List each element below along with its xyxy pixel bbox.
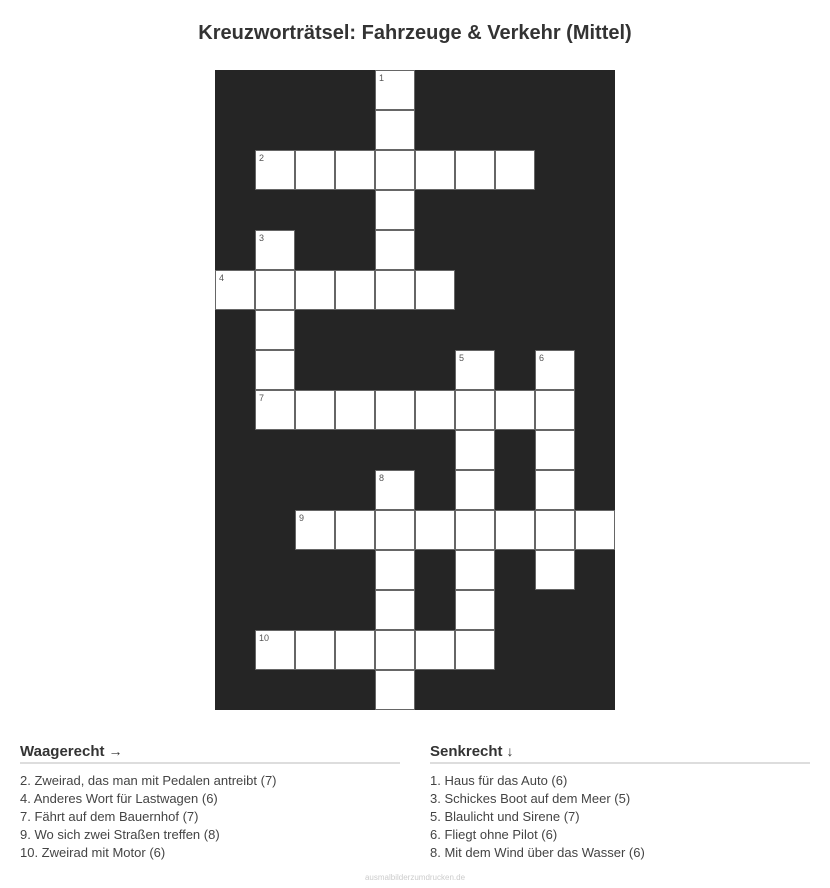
grid-cell[interactable] [295, 270, 335, 310]
clue-number: 6 [539, 353, 545, 363]
grid-cell[interactable] [255, 230, 295, 270]
clues-down [430, 741, 810, 862]
grid-cell[interactable] [535, 350, 575, 390]
page-title: Kreuzworträtsel: Fahrzeuge & Verkehr (Mittel) [198, 22, 632, 44]
grid-cell[interactable] [455, 430, 495, 470]
grid-cell[interactable] [455, 630, 495, 670]
down-clue: 1. Haus für das Auto (6) [430, 773, 568, 788]
grid-cell[interactable] [215, 270, 255, 310]
grid-cell[interactable] [375, 630, 415, 670]
grid-cell[interactable] [255, 630, 295, 670]
grid-cell[interactable] [295, 630, 335, 670]
grid-cell[interactable] [415, 150, 455, 190]
grid-cell[interactable] [535, 430, 575, 470]
grid-cell[interactable] [495, 390, 535, 430]
grid-cell[interactable] [455, 470, 495, 510]
down-arrow-icon: ↓ [506, 743, 514, 759]
grid-cell[interactable] [535, 390, 575, 430]
grid-cell[interactable] [375, 150, 415, 190]
clues-down-heading [430, 741, 810, 764]
grid-cell[interactable] [335, 270, 375, 310]
grid-cell[interactable] [375, 670, 415, 710]
grid-cell[interactable] [495, 150, 535, 190]
clues-across [20, 741, 400, 862]
grid-cell[interactable] [255, 390, 295, 430]
grid-cell[interactable] [375, 110, 415, 150]
grid-cell[interactable] [335, 630, 375, 670]
grid-cell[interactable] [575, 510, 615, 550]
grid-cell[interactable] [535, 550, 575, 590]
grid-cell[interactable] [255, 310, 295, 350]
grid-cell[interactable] [375, 190, 415, 230]
grid-cell[interactable] [335, 390, 375, 430]
grid-cell[interactable] [375, 70, 415, 110]
grid-cell[interactable] [415, 630, 455, 670]
across-clue: 7. Fährt auf dem Bauernhof (7) [20, 809, 199, 824]
across-clue: 10. Zweirad mit Motor (6) [20, 845, 166, 860]
across-clue: 2. Zweirad, das man mit Pedalen antreibt (7) [20, 773, 277, 788]
down-clue: 5. Blaulicht und Sirene (7) [430, 809, 580, 824]
footer-credit: ausmalbilderzumdrucken.de [364, 873, 466, 882]
grid-cell[interactable] [535, 510, 575, 550]
clue-number: 3 [259, 233, 265, 243]
grid-cell[interactable] [455, 550, 495, 590]
grid-cell[interactable] [415, 270, 455, 310]
grid-cell[interactable] [255, 270, 295, 310]
clue-number: 10 [259, 633, 270, 643]
down-clue-list [430, 772, 810, 862]
down-clue: 8. Mit dem Wind über das Wasser (6) [430, 845, 645, 860]
across-heading-label: Waagerecht [20, 743, 105, 760]
grid-cell[interactable] [255, 350, 295, 390]
grid-cell[interactable] [375, 270, 415, 310]
grid-cell[interactable] [295, 390, 335, 430]
down-clue: 6. Fliegt ohne Pilot (6) [430, 827, 558, 842]
clues-across-heading [20, 741, 400, 764]
grid-cell[interactable] [535, 470, 575, 510]
across-clue-list [20, 772, 400, 862]
grid-cell[interactable] [455, 350, 495, 390]
grid-cell[interactable] [375, 230, 415, 270]
clue-number: 4 [219, 273, 225, 283]
grid-cell[interactable] [375, 510, 415, 550]
grid-cell[interactable] [415, 390, 455, 430]
across-clue: 9. Wo sich zwei Straßen treffen (8) [20, 827, 220, 842]
grid-cell[interactable] [415, 510, 455, 550]
clue-number: 5 [459, 353, 465, 363]
down-clue: 3. Schickes Boot auf dem Meer (5) [430, 791, 631, 806]
grid-cell[interactable] [375, 550, 415, 590]
crossword-grid [215, 70, 615, 710]
clue-number: 2 [259, 153, 265, 163]
grid-cell[interactable] [455, 510, 495, 550]
across-clue: 4. Anderes Wort für Lastwagen (6) [20, 791, 218, 806]
grid-cell[interactable] [335, 510, 375, 550]
grid-cell[interactable] [335, 150, 375, 190]
grid-cell[interactable] [455, 150, 495, 190]
grid-cell[interactable] [295, 150, 335, 190]
grid-cell[interactable] [375, 590, 415, 630]
grid-cell[interactable] [495, 510, 535, 550]
grid-cell[interactable] [375, 470, 415, 510]
grid-cell[interactable] [295, 510, 335, 550]
right-arrow-icon: → [108, 743, 123, 759]
clue-number: 8 [379, 473, 385, 483]
clue-number: 7 [259, 393, 265, 403]
grid-cell[interactable] [455, 590, 495, 630]
clue-number: 9 [299, 513, 305, 523]
grid-cell[interactable] [375, 390, 415, 430]
clue-number: 1 [379, 73, 385, 83]
grid-cell[interactable] [455, 390, 495, 430]
down-heading-label: Senkrecht [430, 743, 503, 760]
grid-cell[interactable] [255, 150, 295, 190]
